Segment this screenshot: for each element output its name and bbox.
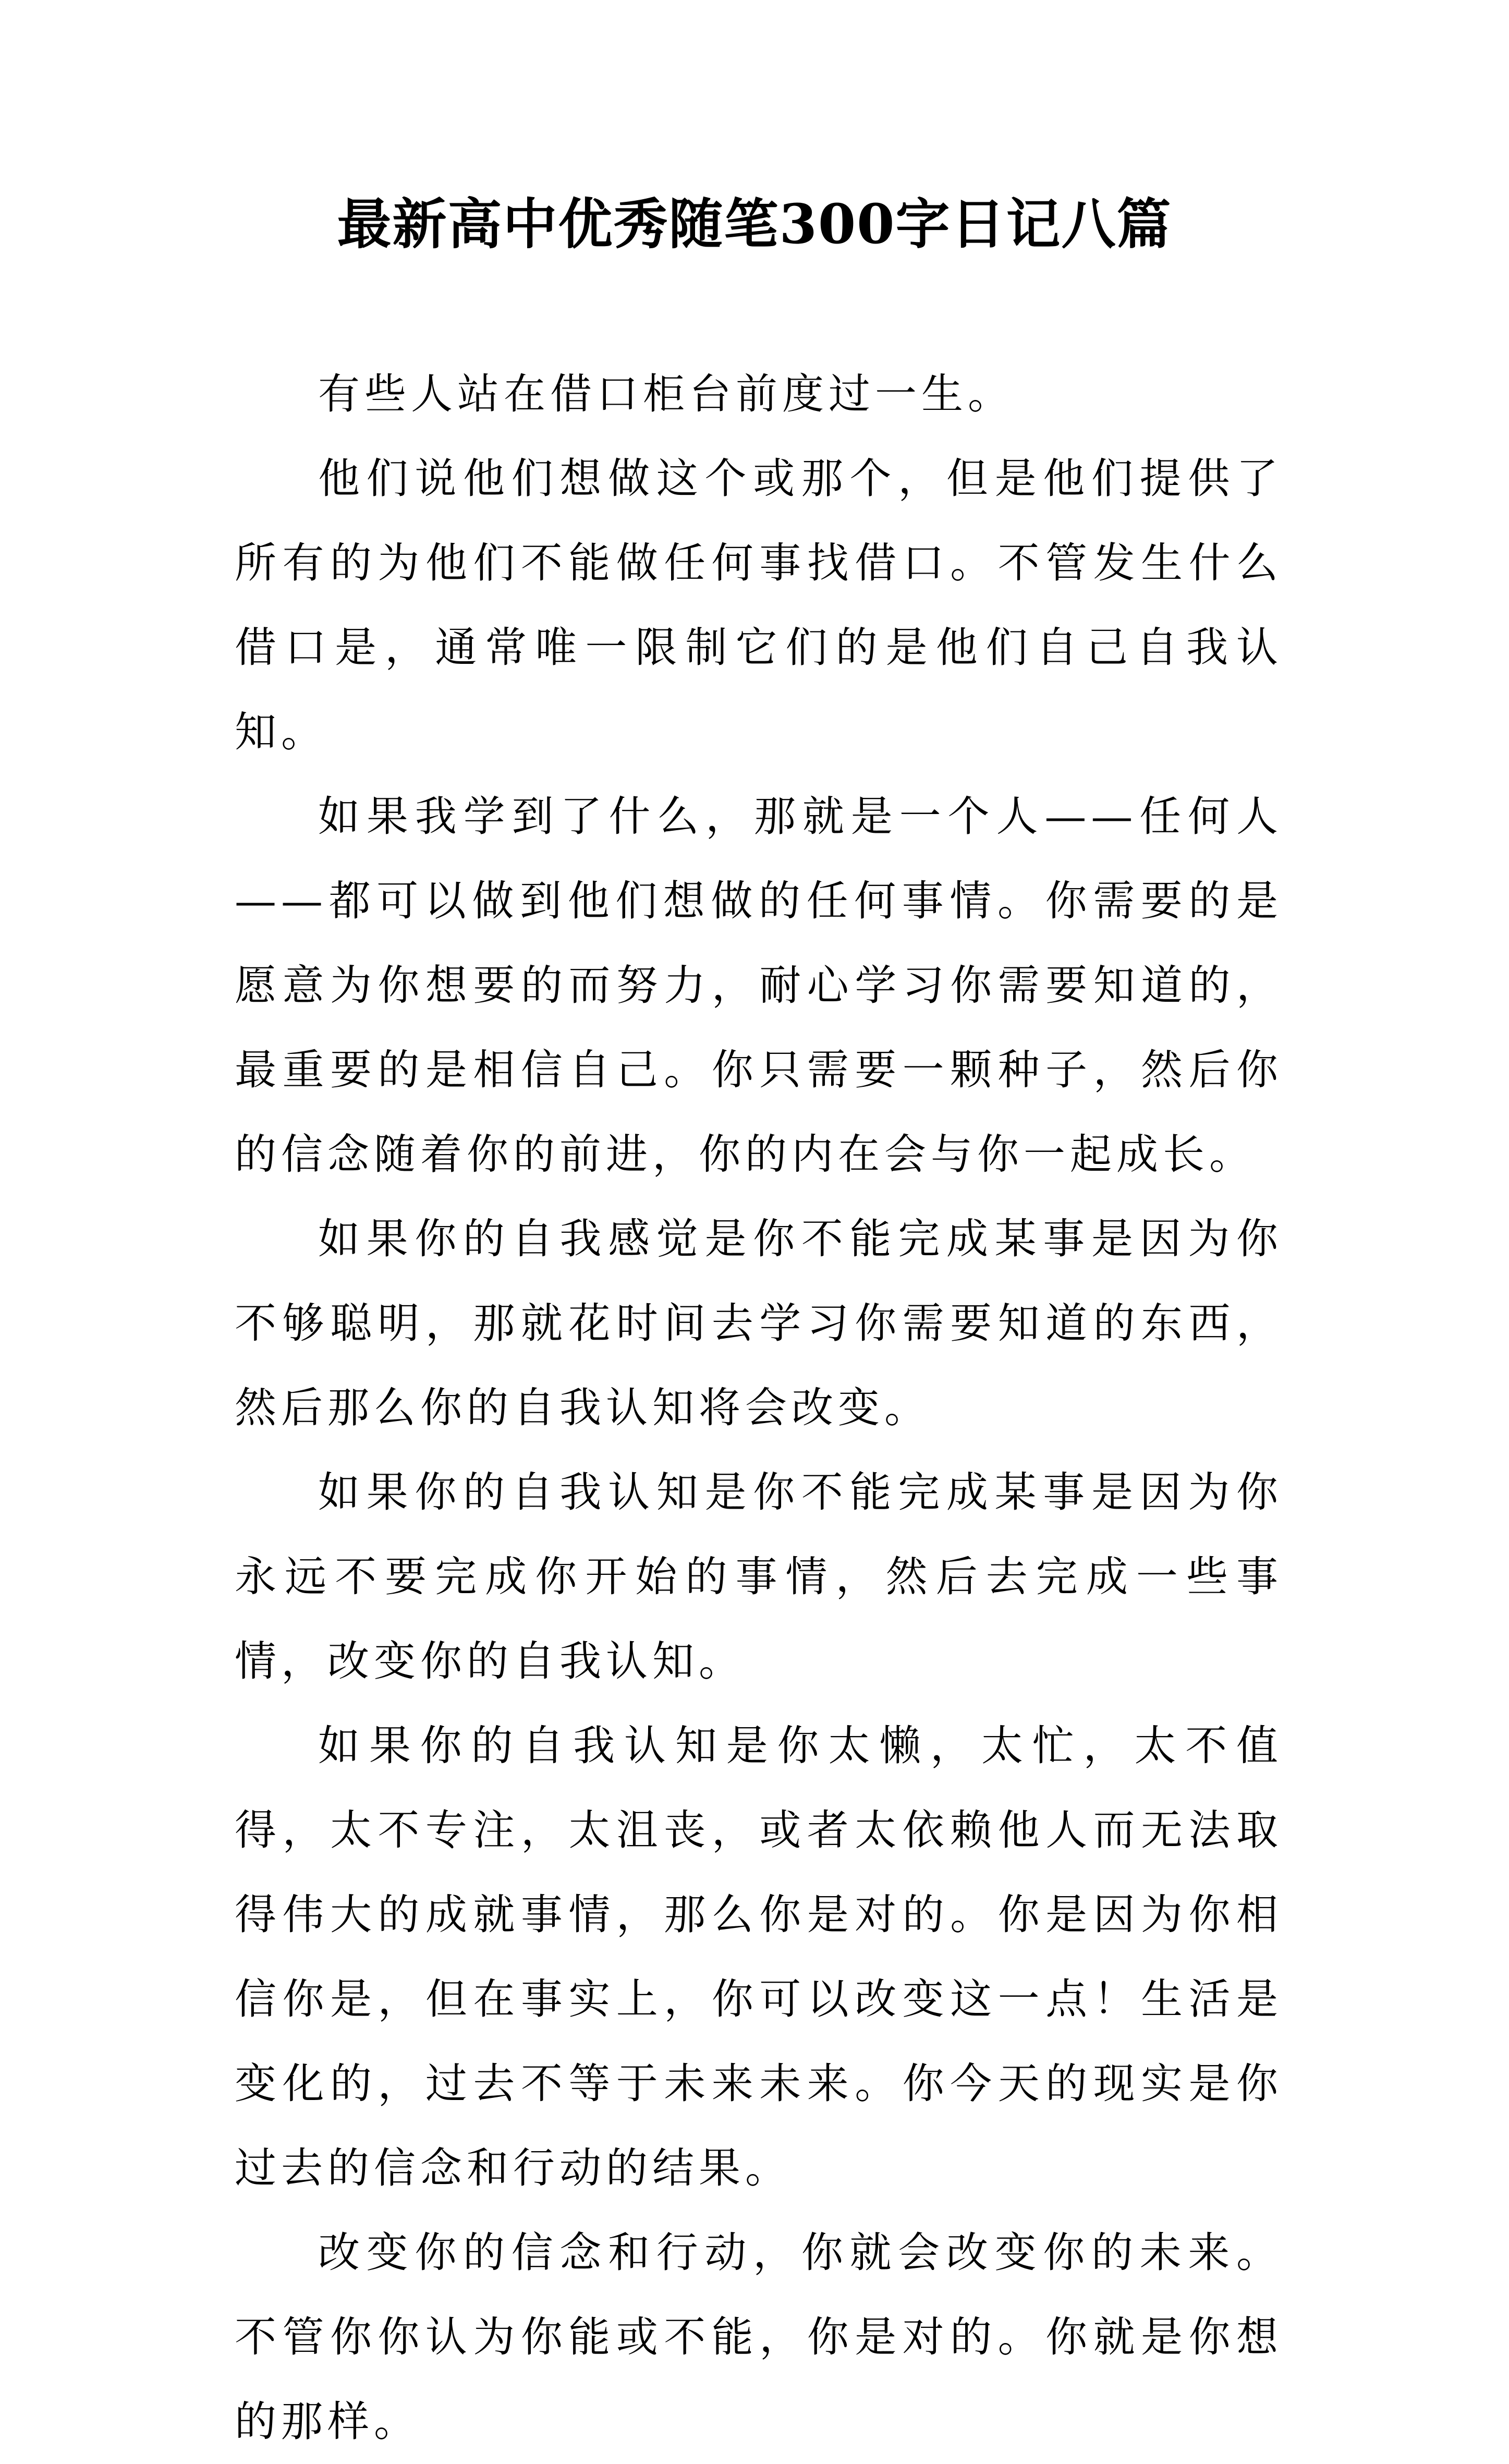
paragraph-6: 如果你的自我认知是你太懒，太忙，太不值得，太不专注，太沮丧，或者太依赖他人而无法取得伟大的成就事情，那么你是对的。你是因为你相信你是，但在事实上，你可以改变这一点！生活是变化的，过去不等于未来未来。你今天的现实是你过去的信念和行动的结果。: [235, 1721, 1283, 2192]
paragraph-2: 他们说他们想做这个或那个，但是他们提供了所有的为他们不能做任何事找借口。不管发生什么借口是，通常唯一限制它们的是他们自己自我认知。: [235, 454, 1283, 756]
document-body: [235, 352, 1283, 2464]
paragraph-4: 如果你的自我感觉是你不能完成某事是因为你不够聪明，那就花时间去学习你需要知道的东西，然后那么你的自我认知将会改变。: [235, 1215, 1283, 1432]
document-title: 最新高中优秀随笔300字日记八篇: [337, 192, 1172, 256]
paragraph-7: 改变你的信念和行动，你就会改变你的未来。不管你你认为你能或不能，你是对的。你就是你想的那样。: [235, 2228, 1283, 2446]
paragraph-3: 如果我学到了什么，那就是一个人——任何人——都可以做到他们想做的任何事情。你需要的是愿意为你想要的而努力，耐心学习你需要知道的，最重要的是相信自己。你只需要一颗种子，然后你的信念随着你的前进，你的内在会与你一起成长。: [235, 792, 1283, 1179]
paragraph-5: 如果你的自我认知是你不能完成某事是因为你永远不要完成你开始的事情，然后去完成一些事情，改变你的自我认知。: [235, 1468, 1283, 1685]
paragraph-1: 有些人站在借口柜台前度过一生。: [318, 370, 1014, 418]
